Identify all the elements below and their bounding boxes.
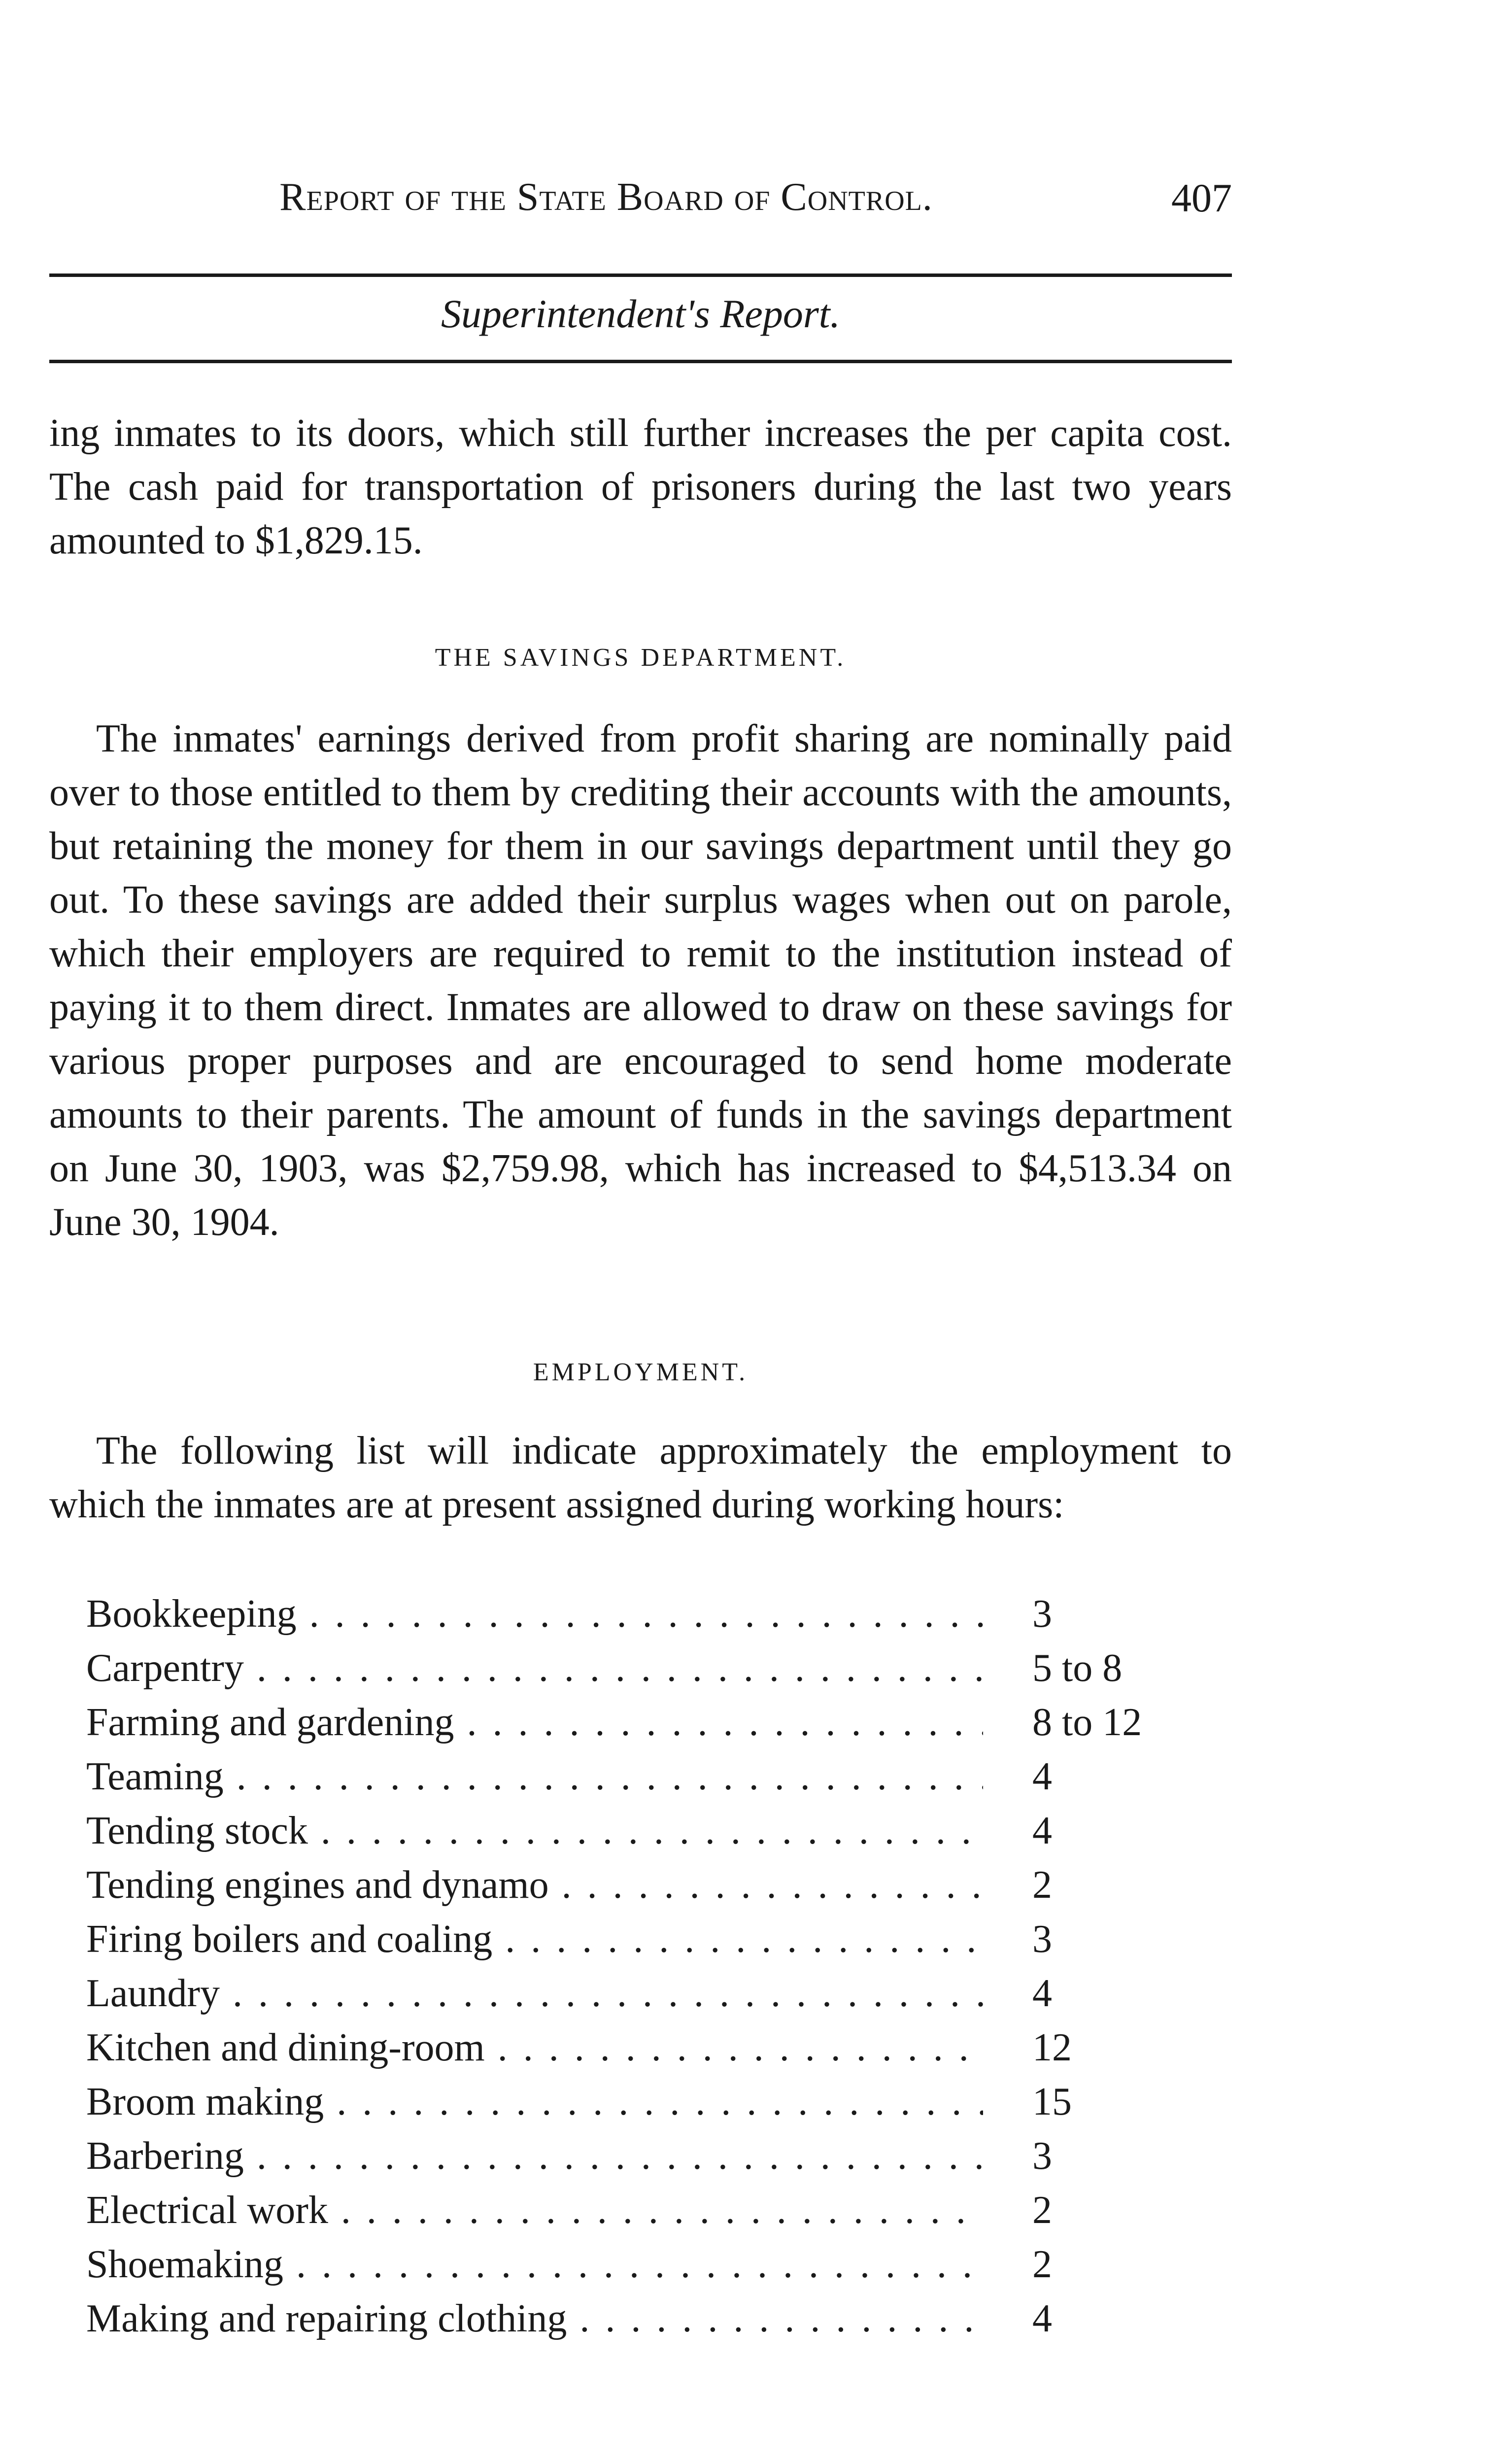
intro-paragraph: ing inmates to its doors, which still further increases the per capita cost. The cash paid for transportation of prisoners during the last two years amounted to $1,829.15. (49, 411, 1232, 562)
employment-paragraph: The following list will indicate approximately the employment to which the inmates are at present assigned during working hours: (49, 1429, 1232, 1526)
list-item-count: 2 (1032, 2189, 1052, 2232)
list-item (86, 2020, 1244, 2075)
list-item (86, 1587, 1244, 1641)
list-item (86, 1804, 1244, 1858)
list-item-label: Laundry . . . (86, 1966, 983, 2020)
list-item-label: Kitchen and dining-room . . . (86, 2020, 983, 2075)
list-item-label: Broom making . . . (86, 2075, 983, 2129)
list-item (86, 2075, 1244, 2129)
list-item-label: Teaming . . . (86, 1749, 983, 1804)
list-item-count: 8 to 12 (1032, 1701, 1142, 1744)
list-item-count: 15 (1032, 2080, 1072, 2123)
list-item-label: Firing boilers and coaling . . . (86, 1912, 983, 1966)
list-item (86, 2292, 1244, 2346)
list-item-label: Carpentry . . . (86, 1641, 983, 1695)
savings-paragraph: The inmates' earnings derived from profit sharing are nominally paid over to those entitled to them by crediting their accounts with the amounts, but retaining the money for them in our savings department until they go out. To these savings are added their surplus wages when out on parole, which their employers are required to remit to the institution instead of paying it to them direct. Inmates are allowed to draw on these savings for various proper purposes and are encouraged to send home moderate amounts to their parents. The amount of funds in the savings department on June 30, 1903, was $2,759.98, which has increased to $4,513.34 on June 30, 1904. (49, 717, 1232, 1244)
list-item (86, 1858, 1244, 1912)
list-item-count: 12 (1032, 2026, 1072, 2069)
list-item-count: 5 to 8 (1032, 1646, 1123, 1690)
list-item-label: Barbering . . . (86, 2129, 983, 2183)
list-item-label: Farming and gardening . . . (86, 1695, 983, 1749)
list-item-label: Shoemaking . . . (86, 2237, 983, 2292)
list-item-count: 4 (1032, 1809, 1052, 1852)
list-item-count: 2 (1032, 2243, 1052, 2286)
list-item-label: Tending stock . . . (86, 1804, 983, 1858)
header-rule-top (49, 274, 1232, 277)
list-item (86, 1749, 1244, 1804)
list-item-count: 2 (1032, 1863, 1052, 1907)
list-item-count: 4 (1032, 2297, 1052, 2340)
page-header (49, 175, 1242, 224)
employment-list (86, 1587, 1244, 2346)
list-item-count: 3 (1032, 1917, 1052, 1961)
list-item (86, 2129, 1244, 2183)
list-item-label: Making and repairing clothing . . . (86, 2292, 983, 2346)
list-item-label: Electrical work . . . (86, 2183, 983, 2237)
savings-heading: THE SAVINGS DEPARTMENT. (435, 644, 847, 672)
list-item (86, 2237, 1244, 2292)
section-title: Superintendent's Report. (441, 291, 841, 336)
list-item (86, 1695, 1244, 1749)
running-title: Report of the State Board of Control. (279, 175, 933, 219)
header-rule-bottom (49, 360, 1232, 363)
list-item (86, 1641, 1244, 1695)
list-item-label: Tending engines and dynamo . . . (86, 1858, 983, 1912)
list-item-count: 3 (1032, 1592, 1052, 1636)
list-item-count: 4 (1032, 1972, 1052, 2015)
list-item-count: 3 (1032, 2134, 1052, 2178)
employment-heading: EMPLOYMENT. (533, 1358, 749, 1386)
page-number: 407 (1171, 175, 1232, 220)
list-item (86, 2183, 1244, 2237)
list-item (86, 1966, 1244, 2020)
list-item-label: Bookkeeping . . . (86, 1587, 983, 1641)
list-item (86, 1912, 1244, 1966)
list-item-count: 4 (1032, 1755, 1052, 1798)
